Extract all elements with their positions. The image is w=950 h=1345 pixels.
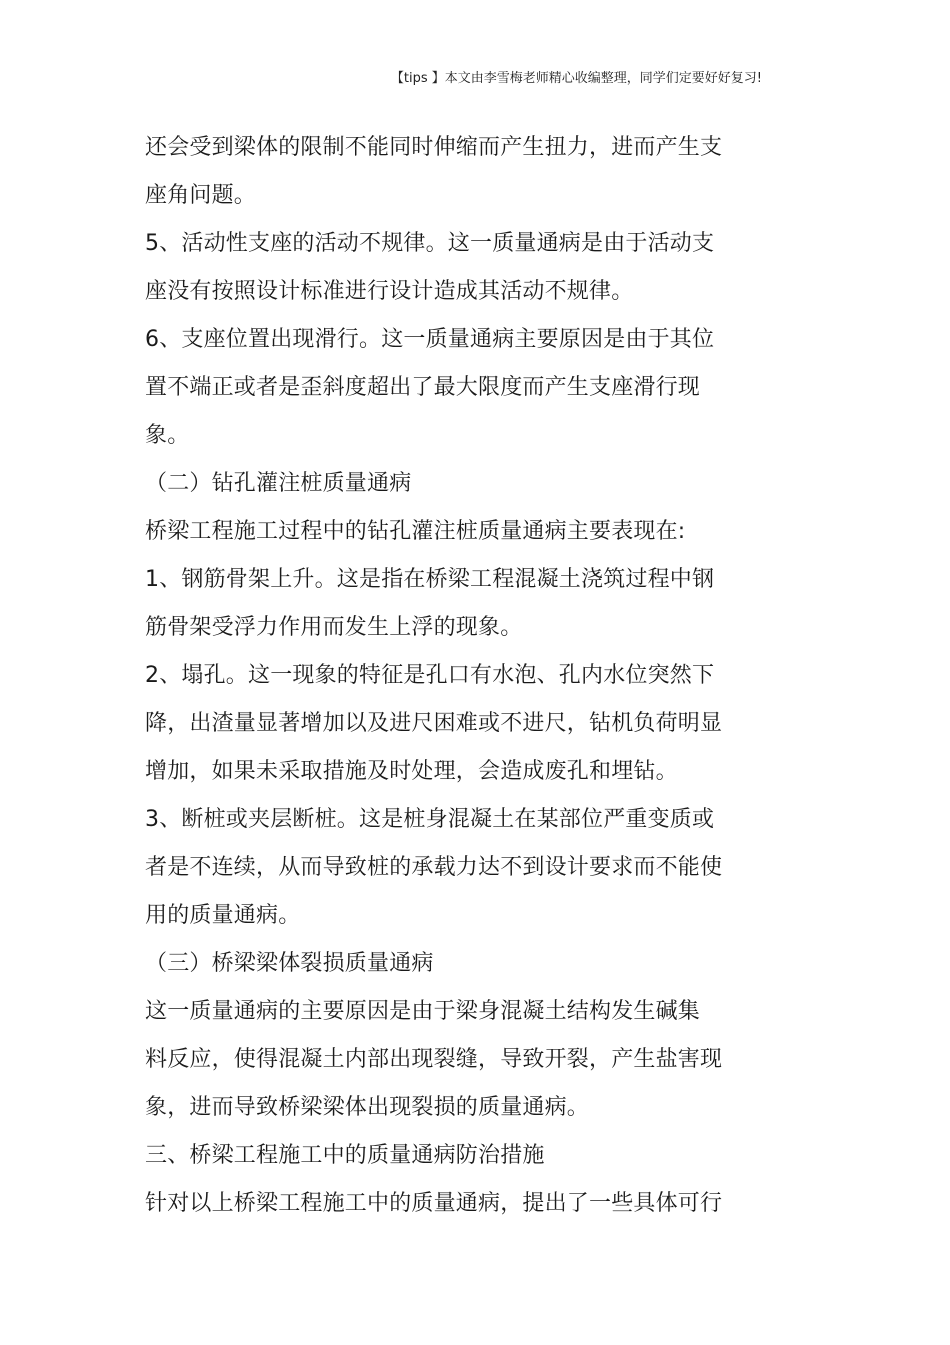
text-line: 针对以上桥梁工程施工中的质量通病，提出了一些具体可行 [145, 1191, 723, 1216]
text-line: 象，进而导致桥梁梁体出现裂损的质量通病。 [145, 1095, 590, 1120]
section-heading: （二）钻孔灌注桩质量通病 [145, 471, 412, 496]
text-line: 还会受到梁体的限制不能同时伸缩而产生扭力，进而产生支 [145, 135, 723, 160]
text-line: 2、塌孔。这一现象的特征是孔口有水泡、孔内水位突然下 [145, 663, 715, 688]
text-line: 座没有按照设计标准进行设计造成其活动不规律。 [145, 279, 634, 304]
text-line: 座角问题。 [145, 183, 257, 208]
header-tip-note: 【tips 】本文由李雪梅老师精心收编整理，同学们定要好好复习! [390, 71, 762, 86]
text-line: 桥梁工程施工过程中的钻孔灌注桩质量通病主要表现在: [145, 519, 686, 544]
text-line: 6、支座位置出现滑行。这一质量通病主要原因是由于其位 [145, 327, 715, 352]
text-line: 降，出渣量显著增加以及进尺困难或不进尺，钻机负荷明显 [145, 711, 723, 736]
text-line: 1、钢筋骨架上升。这是指在桥梁工程混凝土浇筑过程中钢 [145, 567, 715, 592]
section-heading: （三）桥梁梁体裂损质量通病 [145, 951, 434, 976]
text-line: 3、断桩或夹层断桩。这是桩身混凝土在某部位严重变质或 [145, 807, 715, 832]
text-line: 增加，如果未采取措施及时处理，会造成废孔和埋钻。 [145, 759, 678, 784]
text-line: 者是不连续，从而导致桩的承载力达不到设计要求而不能使 [145, 855, 723, 880]
text-line: 用的质量通病。 [145, 903, 301, 928]
text-line: 象。 [145, 423, 190, 448]
text-line: 料反应，使得混凝土内部出现裂缝，导致开裂，产生盐害现 [145, 1047, 723, 1072]
text-line: 筋骨架受浮力作用而发生上浮的现象。 [145, 615, 523, 640]
text-line: 5、活动性支座的活动不规律。这一质量通病是由于活动支 [145, 231, 715, 256]
section-heading: 三、桥梁工程施工中的质量通病防治措施 [145, 1143, 545, 1168]
text-line: 这一质量通病的主要原因是由于梁身混凝土结构发生碱集 [145, 999, 701, 1024]
text-line: 置不端正或者是歪斜度超出了最大限度而产生支座滑行现 [145, 375, 701, 400]
document-body [145, 124, 755, 1228]
